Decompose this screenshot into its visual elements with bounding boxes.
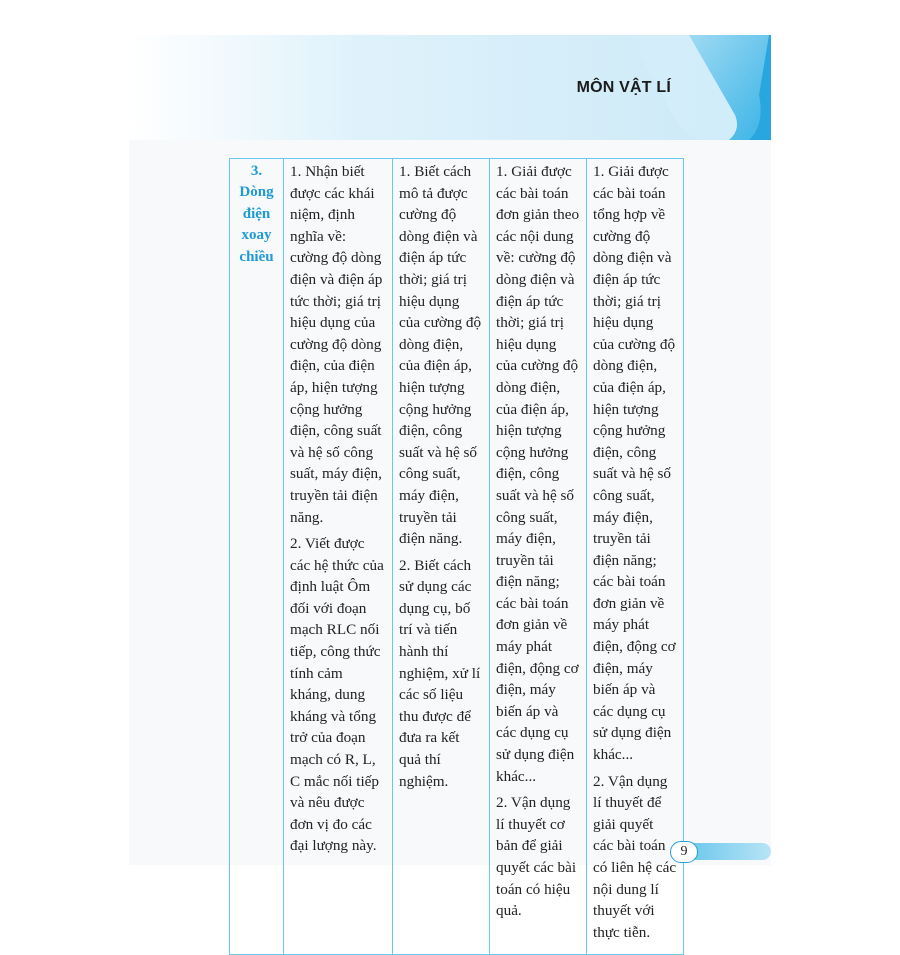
list-item: 1. Giải được các bài toán tổng hợp về cường độ dòng điện và điện áp tức thời; giá trị hiệu dụng của cường độ dòng điện, của điện áp, hiện tượng cộng hưởng điện, công suất và hệ số công suất, máy điện, truyền tải điện năng; các bài toán đơn giản về máy phát điện, động cơ điện, máy biến áp và các dụng cụ sử dụng điện khác...: [593, 163, 676, 764]
level-understanding-cell: [393, 159, 490, 955]
topic-title: 3. Dòng điện xoay chiều: [239, 163, 274, 265]
book-page: [129, 35, 771, 941]
banner-graphic: [129, 35, 771, 140]
list-item: 2. Biết cách sử dụng các dụng cụ, bố trí và tiến hành thí nghiệm, xử lí các số liệu thu được để đưa ra kết quả thí nghiệm.: [399, 556, 481, 790]
page-number-badge: [670, 841, 770, 861]
list-item: 2. Viết được các hệ thức của định luật Ôm đối với đoạn mạch RLC nối tiếp, công thức tính cảm kháng, dung kháng và tổng trở của đoạn mạch có R, L, C mắc nối tiếp và nêu được đơn vị đo các đại lượng này.: [290, 535, 384, 855]
list-item: 1. Giải được các bài toán đơn giản theo các nội dung về: cường độ dòng điện và điện áp tức thời; giá trị hiệu dụng của cường độ dòng điện, của điện áp, hiện tượng cộng hưởng điện, công suất và hệ số công suất, máy điện, truyền tải điện năng; các bài toán đơn giản về máy phát điện, động cơ điện, máy biến áp và các dụng cụ sử dụng điện khác...: [496, 163, 580, 785]
list-item: 1. Nhận biết được các khái niệm, định nghĩa về: cường độ dòng điện và điện áp tức thời; giá trị hiệu dụng của cường độ dòng điện, của điện áp, hiện tượng cộng hưởng điện, công suất và hệ số công suất, máy điện, truyền tải điện năng.: [290, 163, 383, 526]
page-number-bar: [688, 843, 771, 860]
list-item: 2. Vận dụng lí thuyết để giải quyết các bài toán có liên hệ các nội dung lí thuyết với thực tiễn.: [593, 772, 677, 941]
header-banner: [129, 35, 771, 140]
competency-table: [229, 158, 684, 955]
list-item: 2. Vận dụng lí thuyết cơ bản để giải quyết các bài toán có hiệu quả.: [496, 794, 577, 920]
page-number: 9: [670, 841, 698, 863]
topic-cell: [230, 159, 284, 955]
table-row: [230, 159, 684, 955]
level-advanced-application-cell: [587, 159, 684, 955]
level-recognition-cell: [284, 159, 393, 955]
level-application-cell: [490, 159, 587, 955]
subject-title: MÔN VẬT LÍ: [576, 79, 671, 96]
list-item: 1. Biết cách mô tả được cường độ dòng điện và điện áp tức thời; giá trị hiệu dụng của cường độ dòng điện, của điện áp, hiện tượng cộng hưởng điện, công suất và hệ số công suất, máy điện, truyền tải điện năng.: [399, 163, 482, 548]
